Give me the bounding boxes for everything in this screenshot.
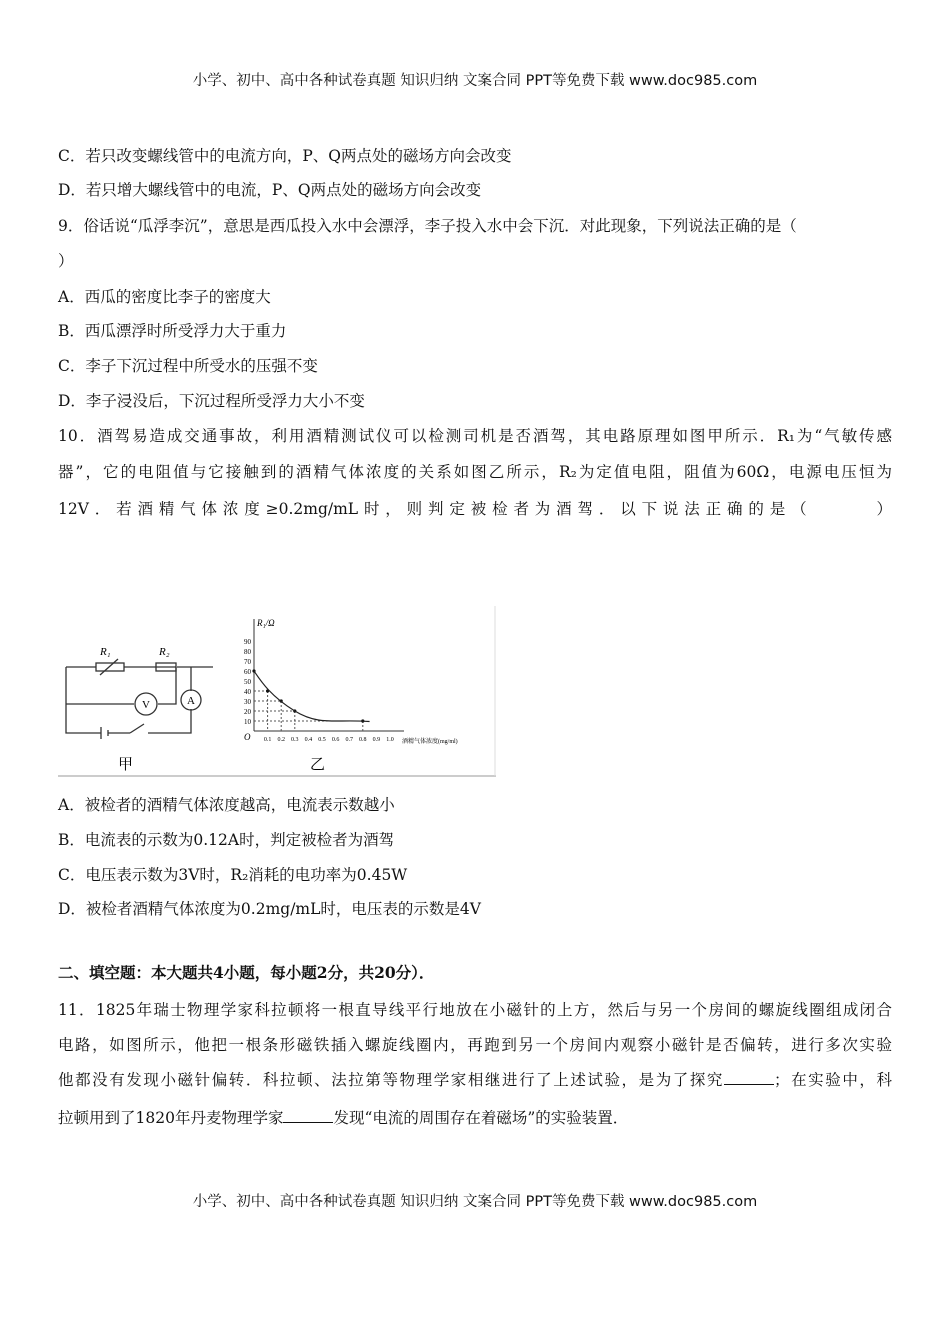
q9-option-d: D．李子浸没后，下沉过程所受浮力大小不变 [58, 392, 365, 410]
label-yi: 乙 [310, 757, 326, 773]
y-tick-label: 80 [244, 648, 251, 656]
y-tick-label: 90 [244, 638, 251, 646]
q10-stem-3: 12V．若酒精气体浓度≥0.2mg/mL时，则判定被检者为酒驾．以下说法正确的是（ ） [58, 500, 892, 518]
answer-blank-1[interactable] [724, 1070, 774, 1085]
x-tick-label: 0.8 [359, 737, 367, 743]
y-tick-label: 10 [244, 718, 251, 726]
q11-line-4b: 发现“电流的周围存在着磁场”的实验装置． [333, 1109, 629, 1127]
x-tick-label: 1.0 [386, 737, 394, 743]
q9-stem: 9．俗话说“瓜浮李沉”，意思是西瓜投入水中会漂浮，李子投入水中会下沉．对此现象，下列说法正确的是（ [58, 217, 797, 235]
y-axis-label: R₁/Ω [257, 618, 275, 628]
q11-line-3 [58, 1070, 892, 1090]
x-tick-label: 0.4 [304, 737, 313, 743]
q11-line-3b: ；在实验中，科 [774, 1071, 892, 1089]
q11-line-4 [58, 1108, 628, 1128]
page-footer: 小学、初中、高中各种试卷真题 知识归纳 文案合同 PPT等免费下载 www.doc985.com [192, 1194, 758, 1210]
q10-stem-1: 10．酒驾易造成交通事故，利用酒精测试仪可以检测司机是否酒驾，其电路原理如图甲所示．R₁为“气敏传感 [58, 427, 892, 445]
voltmeter-label: V [142, 699, 150, 711]
y-tick-label: 20 [244, 708, 251, 716]
x-tick-label: 0.7 [345, 737, 353, 743]
x-tick-label: 0.1 [263, 737, 272, 743]
x-axis-label: 酒精气体浓度(mg/ml) [402, 739, 458, 745]
label-jia: 甲 [118, 757, 134, 773]
y-tick-label: 60 [244, 668, 251, 676]
x-tick-label: 0.5 [318, 737, 326, 743]
q9-option-b: B．西瓜漂浮时所受浮力大于重力 [58, 322, 287, 340]
ammeter-label: A [187, 695, 195, 707]
q9-stem-end: ） [58, 252, 74, 270]
r1-label: R₁ [100, 646, 111, 658]
y-tick-label: 70 [244, 658, 251, 666]
q10-option-d: D．被检者酒精气体浓度为0.2mg/mL时，电压表的示数是4V [58, 900, 481, 918]
x-tick-label: 0.6 [331, 737, 340, 743]
q10-option-a: A．被检者的酒精气体浓度越高，电流表示数越小 [58, 796, 395, 814]
q10-figure [58, 606, 496, 778]
q9-option-c: C．李子下沉过程中所受水的压强不变 [58, 357, 318, 375]
q8-option-d: D．若只增大螺线管中的电流，P、Q两点处的磁场方向会改变 [58, 181, 482, 199]
x-tick-label: 0.3 [291, 737, 299, 743]
q8-option-c: C．若只改变螺线管中的电流方向，P、Q两点处的磁场方向会改变 [58, 147, 512, 165]
q11-line-2: 电路，如图所示，他把一根条形磁铁插入螺旋线圈内，再跑到另一个房间内观察小磁针是否偏转，进行多次实验 [58, 1036, 892, 1054]
q11-line-1: 11．1825年瑞士物理学家科拉顿将一根直导线平行地放在小磁针的上方，然后与另一个房间的螺旋线圈组成闭合 [58, 1001, 892, 1019]
y-tick-label: 40 [244, 688, 251, 696]
page-header: 小学、初中、高中各种试卷真题 知识归纳 文案合同 PPT等免费下载 www.doc985.com [192, 73, 758, 89]
r2-label: R₂ [159, 646, 170, 658]
q11-line-3a: 他都没有发现小磁针偏转．科拉顿、法拉第等物理学家相继进行了上述试验，是为了探究 [58, 1071, 725, 1089]
q11-line-4a: 拉顿用到了1820年丹麦物理学家 [58, 1109, 284, 1127]
y-tick-label: 50 [244, 678, 251, 686]
q10-stem-2: 器”，它的电阻值与它接触到的酒精气体浓度的关系如图乙所示，R₂为定值电阻，阻值为60Ω，电源电压恒为 [58, 463, 892, 481]
q10-option-b: B．电流表的示数为0.12A时，判定被检者为酒驾 [58, 831, 395, 849]
q9-option-a: A．西瓜的密度比李子的密度大 [58, 288, 271, 306]
origin-label: O [244, 732, 251, 742]
x-tick-label: 0.9 [372, 737, 381, 743]
answer-blank-2[interactable] [283, 1108, 333, 1123]
section-2-heading: 二、填空题：本大题共4小题，每小题2分，共20分）． [58, 963, 435, 982]
x-tick-label: 0.2 [277, 737, 285, 743]
q10-option-c: C．电压表示数为3V时，R₂消耗的电功率为0.45W [58, 866, 408, 884]
y-tick-label: 30 [244, 698, 251, 706]
